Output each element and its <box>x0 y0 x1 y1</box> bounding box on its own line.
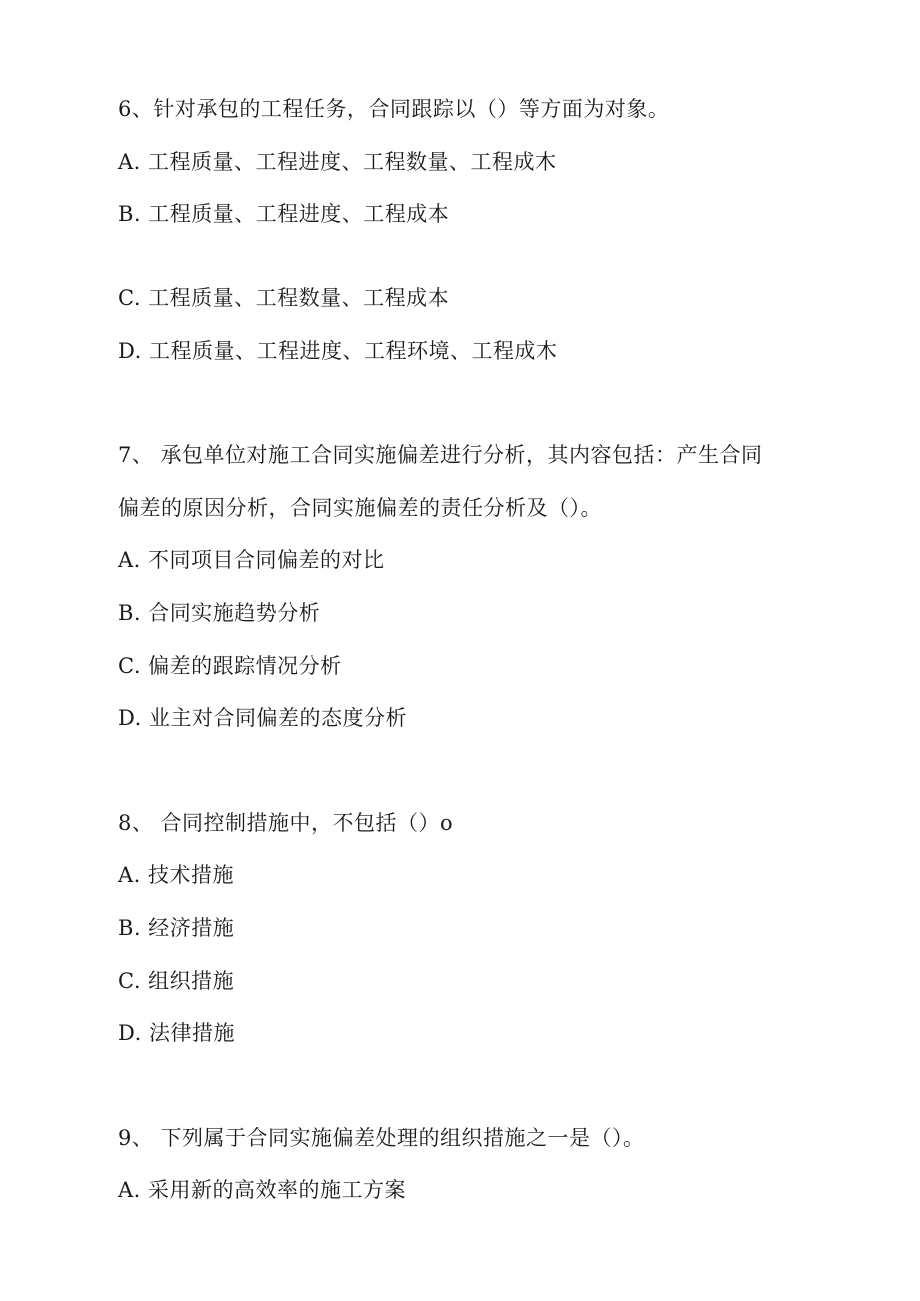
question-8-option-d: D. 法律措施 <box>118 1021 235 1045</box>
question-6-option-b: B. 工程质量、工程进度、工程成本 <box>118 202 450 226</box>
question-7-option-d: D. 业主对合同偏差的态度分析 <box>118 706 407 730</box>
question-7-option-b: B. 合同实施趋势分析 <box>118 601 321 625</box>
question-7-option-c: C. 偏差的跟踪情况分析 <box>118 654 342 678</box>
question-6-option-d: D. 工程质量、工程进度、工程环境、工程成木 <box>118 339 558 363</box>
question-8-option-b: B. 经济措施 <box>118 916 235 940</box>
question-8-stem: 8、 合同控制措施中，不包括（）o <box>118 811 454 835</box>
question-8-option-a: A. 技术措施 <box>118 863 235 887</box>
question-8-option-c: C. 组织措施 <box>118 969 235 993</box>
question-7-stem-line-1: 7、 承包单位对施工合同实施偏差进行分析，其内容包括：产生合同 <box>118 443 763 467</box>
question-6-option-a: A. 工程质量、工程进度、工程数量、工程成木 <box>118 150 557 174</box>
question-7-option-a: A. 不同项目合同偏差的对比 <box>118 548 385 572</box>
question-6-stem: 6、针对承包的工程任务，合同跟踪以（）等方面为对象。 <box>118 97 670 121</box>
question-7-stem-line-2: 偏差的原因分析，合同实施偏差的责任分析及（）。 <box>118 496 602 520</box>
question-9-stem: 9、 下列属于合同实施偏差处理的组织措施之一是（）。 <box>118 1126 645 1150</box>
question-9-option-a: A. 采用新的高效率的施工方案 <box>118 1178 407 1202</box>
question-6-option-c: C. 工程质量、工程数量、工程成本 <box>118 286 450 310</box>
